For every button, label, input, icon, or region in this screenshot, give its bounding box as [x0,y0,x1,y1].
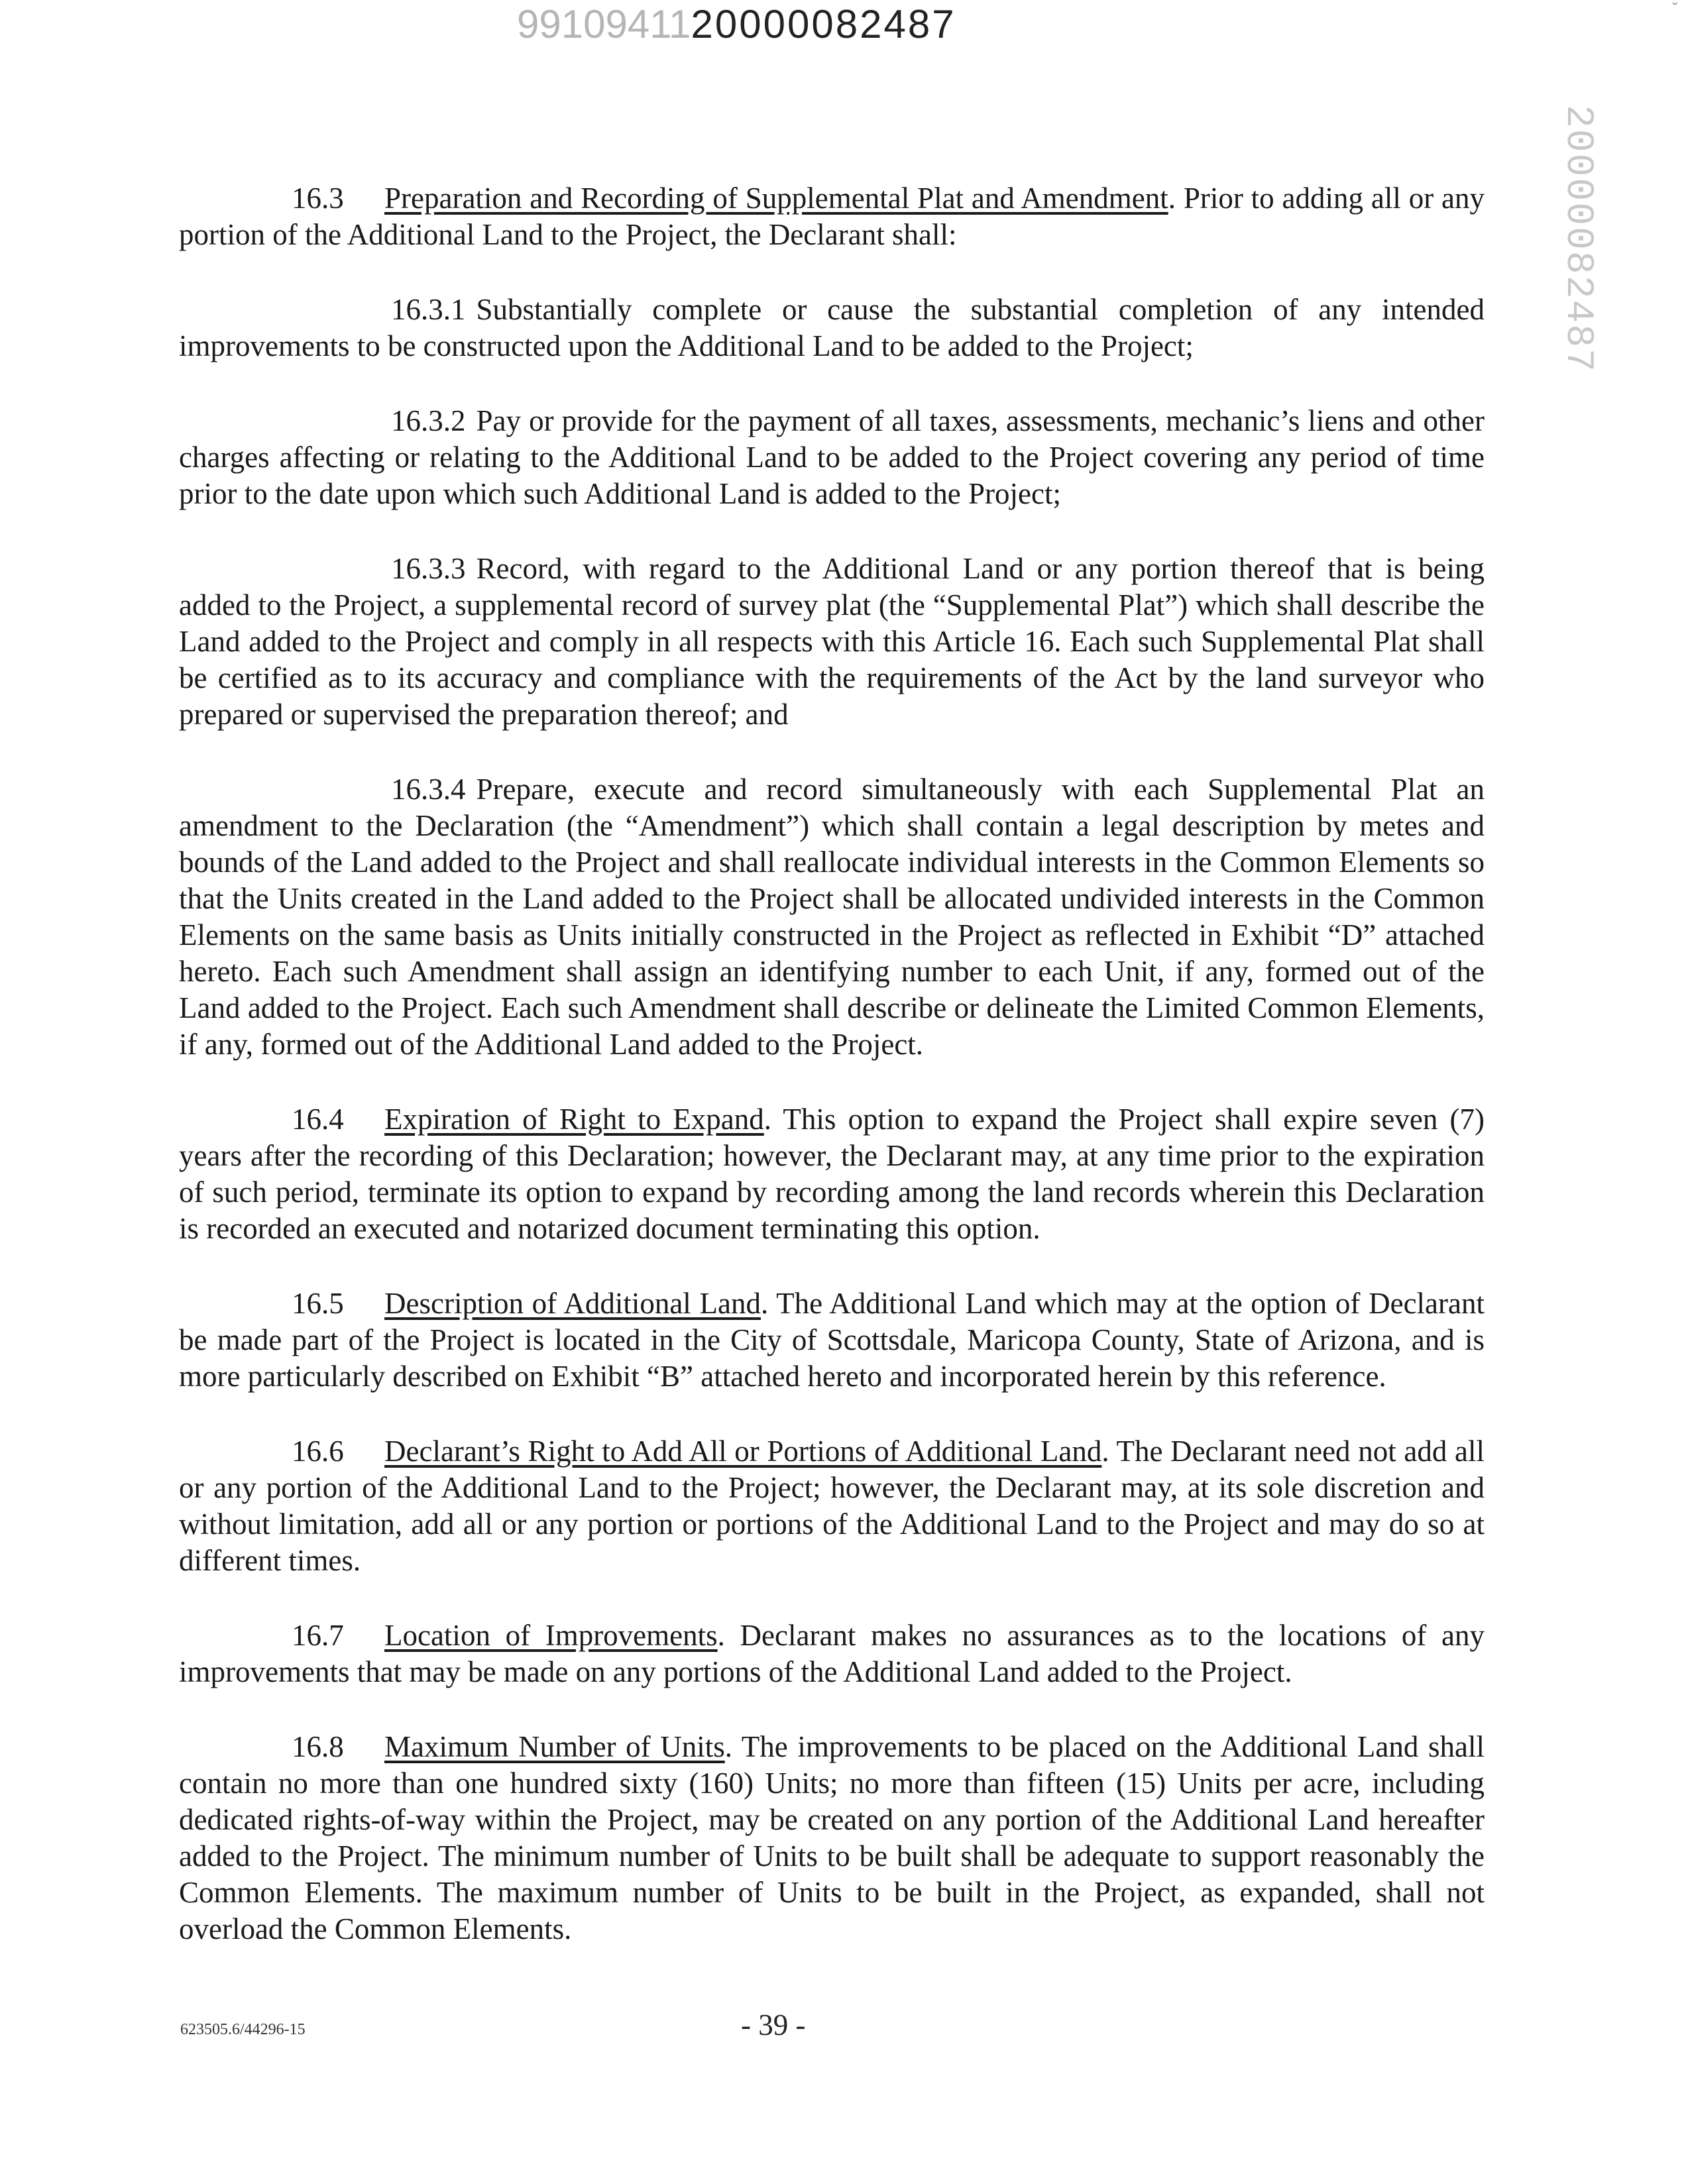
section-16-3-3 [179,551,1485,733]
page-number: - 39 - [741,2008,806,2042]
subsection-number: 16.3.3 [391,552,466,585]
subsection-number: 16.3.1 [391,293,466,326]
section-heading: Description of Additional Land [384,1287,761,1320]
subsection-text: Substantially complete or cause the substantial completion of any intended improvements to be constructed upon the Additional Land to be added to the Project; [179,293,1485,362]
section-number: 16.4 [292,1103,344,1136]
subsection-number: 16.3.2 [391,404,466,437]
section-heading: Preparation and Recording of Supplemental Plat and Amendment [384,182,1168,215]
document-body [179,180,1485,1986]
faint-stamp-digits: 99109411 [517,2,691,46]
recording-number-stamp [517,1,956,47]
section-text: . Prior to adding all or any portion of the Additional Land to the Project, the Declarant shall: [179,182,1485,251]
section-number: 16.8 [292,1730,344,1763]
section-heading: Location of Improvements [384,1619,718,1652]
section-16-8 [179,1729,1485,1947]
section-16-3-2 [179,403,1485,512]
section-text: . This option to expand the Project shall expire seven (7) years after the recording of this Declaration; however, the Declarant may, at any time prior to the expiration of such period, terminate its option to expand by recording among the land records wherein this Declaration is recorded an executed and notarized document terminating this option. [179,1103,1485,1245]
section-16-7 [179,1617,1485,1690]
section-16-4 [179,1101,1485,1247]
section-16-3-4 [179,771,1485,1063]
section-16-3-1 [179,292,1485,364]
section-text: . The Additional Land which may at the option of Declarant be made part of the Project is located in the City of Scottsdale, Maricopa County, State of Arizona, and is more particularly described on Exhibit “B” attached hereto and incorporated herein by this reference. [179,1287,1485,1393]
section-number: 16.7 [292,1619,344,1652]
section-number: 16.6 [292,1435,344,1468]
subsection-text: Record, with regard to the Additional Land or any portion thereof that is being added to the Project, a supplemental record of survey plat (the “Supplemental Plat”) which shall describe the Land added to the Project and comply in all respects with this Article 16. Each such Supplemental Plat shall be certified as to its accuracy and compliance with the requirements of the Act by the land surveyor who prepared or supervised the preparation thereof; and [179,552,1485,731]
recording-number: 20000082487 [691,2,956,46]
section-heading: Maximum Number of Units [384,1730,725,1763]
subsection-text: Pay or provide for the payment of all taxes, assessments, mechanic’s liens and other charges affecting or relating to the Additional Land to be added to the Project covering any period of time prior to the date upon which such Additional Land is added to the Project; [179,404,1485,510]
section-text: . The Declarant need not add all or any portion of the Additional Land to the Project; however, the Declarant may, at its sole discretion and without limitation, add all or any portion or portions of the Additional Land to the Project and may do so at different times. [179,1435,1485,1577]
section-16-5 [179,1285,1485,1395]
section-heading: Expiration of Right to Expand [384,1103,764,1136]
corner-mark: ˘ [1673,0,1678,17]
section-heading: Declarant’s Right to Add All or Portions of Additional Land [384,1435,1102,1468]
section-text: . Declarant makes no assurances as to the locations of any improvements that may be made on any portions of the Additional Land added to the Project. [179,1619,1485,1688]
side-recording-number: 20000082487 [1555,104,1599,373]
subsection-number: 16.3.4 [391,773,466,806]
side-recording-stamp [1557,99,1597,378]
section-16-3 [179,180,1485,253]
section-number: 16.5 [292,1287,344,1320]
document-id: 623505.6/44296-15 [180,2021,306,2038]
section-number: 16.3 [292,182,344,215]
section-16-6 [179,1433,1485,1579]
subsection-text: Prepare, execute and record simultaneously with each Supplemental Plat an amendment to the Declaration (the “Amendment”) which shall contain a legal description by metes and bounds of the Land added to the Project and shall reallocate individual interests in the Common Elements so that the Units created in the Land added to the Project shall be allocated undivided interests in the Common Elements on the same basis as Units initially constructed in the Project as reflected in Exhibit “D” attached hereto. Each such Amendment shall assign an identifying number to each Unit, if any, formed out of the Land added to the Project. Each such Amendment shall describe or delineate the Limited Common Elements, if any, formed out of the Additional Land added to the Project. [179,773,1485,1061]
section-text: . The improvements to be placed on the Additional Land shall contain no more than one hundred sixty (160) Units; no more than fifteen (15) Units per acre, including dedicated rights-of-way within the Project, may be created on any portion of the Additional Land hereafter added to the Project. The minimum number of Units to be built shall be adequate to support reasonably the Common Elements. The maximum number of Units to be built in the Project, as expanded, shall not overload the Common Elements. [179,1730,1485,1945]
